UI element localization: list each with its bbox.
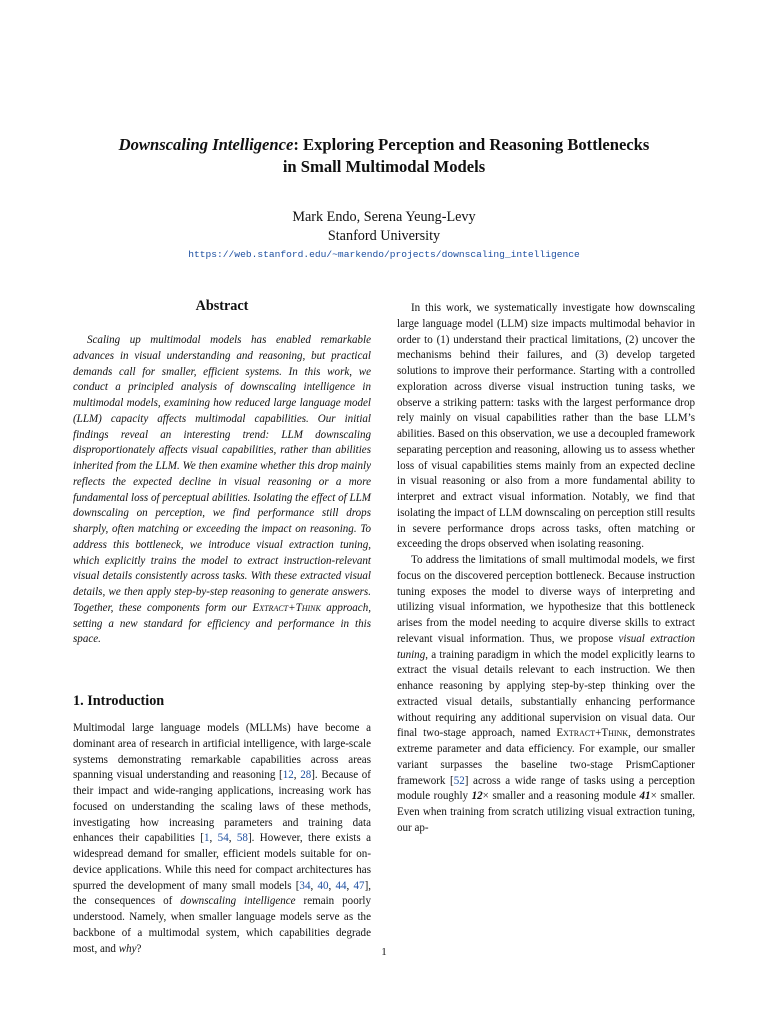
citation-link[interactable]: 47 — [353, 879, 365, 892]
intro-text: , — [346, 879, 354, 892]
intro-text: ], the consequences of — [73, 879, 372, 908]
intro-text: , — [209, 832, 218, 845]
abstract-text-1: Scaling up multimodal models has enabled remarkable advances in visual understanding and reasoning, but practical demands call for smaller, efficient systems. In this work, we conduct a principled analysis of downscaling intelligence in multimodal models, examining how reduced large language model (LLM) capacity affects multimodal capabilities. Our initial findings reveal an interesting trend: LLM downscaling disproportionately affects visual capabilities, rather than abilities inherited from the LLM. We then examine whether this drop mainly reflects the expected decline in visual reasoning or a more fundamental loss of perceptual abilities. Isolating the effect of LLM downscaling on perception, we find performance still drops sharply, often matching or exceeding the impact on reasoning. To address this bottleneck, we introduce visual extraction tuning, which explicitly trains the model to extract instruction-relevant visual details consistently across tasks. With these extracted visual details, we then apply step-by-step reasoning to generate answers. Together, these components form our — [73, 334, 371, 614]
method-name: Extract+Think — [556, 727, 629, 740]
page-number: 1 — [381, 946, 387, 958]
intro-text: , — [293, 769, 301, 782]
method-name: Extract+Think — [252, 601, 321, 614]
emphasis-downscaling-intelligence: downscaling intelligence — [180, 895, 296, 908]
intro-text: , — [228, 832, 237, 845]
intro-paragraph-1-left — [73, 721, 371, 957]
intro-text: remain poorly understood. Namely, when smaller language models serve as the backbone of a multimodal system, which capabilities degrade most, and — [73, 895, 371, 955]
citation-link[interactable]: 28 — [300, 769, 312, 782]
intro-paragraph-3 — [397, 553, 695, 837]
intro-text: , a training paradigm in which the model explicitly learns to extract the visual details relevant to each instruction. We then enhance reasoning by applying step-by-step thinking over the extracted visual details, substantially enhancing performance without requiring any additional supervision on visual data. Our final two-stage approach, named — [397, 648, 695, 740]
intro-text: Multimodal large language models (MLLMs) have become a dominant area of research in artificial intelligence, with large-scale systems demonstrating remarkable capabilities across areas spanning visual understanding and reasoning [ — [73, 722, 371, 782]
project-url-link[interactable]: https://web.stanford.edu/~markendo/projects/downscaling_intelligence — [188, 249, 580, 260]
citation-link[interactable]: 34 — [299, 879, 311, 892]
intro-paragraph-1 — [73, 721, 371, 957]
emphasis-visual-extraction-tuning: visual extraction tuning — [397, 632, 695, 661]
citation-link[interactable]: 52 — [453, 774, 465, 787]
title-line1-rest: : Exploring Perception and Reasoning Bottlenecks — [293, 135, 650, 154]
emphasis-12: 12 — [471, 790, 483, 803]
citation-link[interactable]: 58 — [236, 832, 248, 845]
citation-link[interactable]: 44 — [335, 879, 347, 892]
intro-text: To address the limitations of small multimodal models, we first focus on the discovered perception bottleneck. Because instruction tuning exposes the model to diverse ways of interpreting and utilizing visual information, we hypothesize that this bottleneck arises from the model needing to acquire diverse skills to extract relevant visual information. Thus, we propose — [397, 554, 695, 645]
citation-link[interactable]: 40 — [317, 879, 329, 892]
abstract-body — [73, 333, 371, 648]
intro-text: ] across a wide range of tasks using a perception module roughly — [397, 774, 695, 803]
intro-paragraph-2: In this work, we systematically investigate how downscaling large language model (LLM) size impacts multimodal behavior in order to (1) understand their practical limitations, (2) uncover the mechanisms behind their failures, and (3) develop targeted solutions to improve their performance. Starting with a controlled exploration across diverse visual instruction tuning tasks, we observe a striking pattern: tasks with the largest performance drop rely mainly on visual capabilities rather than the base LLM’s abilities. Based on this observation, we use a decoupled framework separating perception and reasoning, allowing us to assess whether loss of visual capabilities stems mainly from an expected decline in visual reasoning or also from a more fundamental ability to interpret and extract visual information. Notably, we find that isolating the impact of LLM downscaling on perception still results in severe performance drops across tasks, often matching or exceeding the drops observed when isolating reasoning. — [397, 302, 695, 551]
citation-link[interactable]: 12 — [282, 769, 294, 782]
intro-text: ? — [136, 942, 142, 955]
paper-title — [0, 134, 768, 178]
affiliation: Stanford University — [327, 228, 441, 244]
author-block — [0, 208, 768, 246]
abstract-heading: Abstract — [195, 298, 249, 314]
intro-text: × smaller and a reasoning module — [482, 790, 640, 803]
title-line2: in Small Multimodal Models — [282, 157, 486, 176]
intro-text: , — [310, 879, 318, 892]
emphasis-41: 41 — [639, 790, 651, 803]
title-italic: Downscaling Intelligence — [118, 135, 294, 154]
abstract-text-2: approach, setting a new standard for efficiency and performance in this space. — [73, 601, 371, 646]
intro-text: × smaller. Even when training from scratch utilizing visual extraction tuning, our ap- — [397, 790, 695, 834]
emphasis-why: why — [118, 942, 137, 955]
author-names: Mark Endo, Serena Yeung-Levy — [292, 209, 476, 225]
intro-text: , demonstrates extreme parameter and data efficiency. For example, our smaller variant surpasses the baseline two-stage PrismCaptioner framework [ — [397, 727, 695, 787]
citation-link[interactable]: 1 — [203, 832, 210, 845]
intro-text: ]. Because of their impact and wide-ranging applications, increasing work has focused on understanding the scaling laws of these methods, investigating how increasing parameters and training data enhances their capabilities [ — [73, 769, 371, 845]
citation-link[interactable]: 54 — [217, 832, 229, 845]
intro-text: , — [328, 879, 336, 892]
section-heading-introduction: 1. Introduction — [73, 693, 165, 709]
intro-text: ]. However, there exists a widespread demand for smaller, efficient models suitable for on-device applications. While this need for compact architectures has spurred the development of many small models [ — [73, 832, 371, 892]
right-column — [397, 301, 695, 837]
abstract-paragraph — [73, 333, 371, 648]
